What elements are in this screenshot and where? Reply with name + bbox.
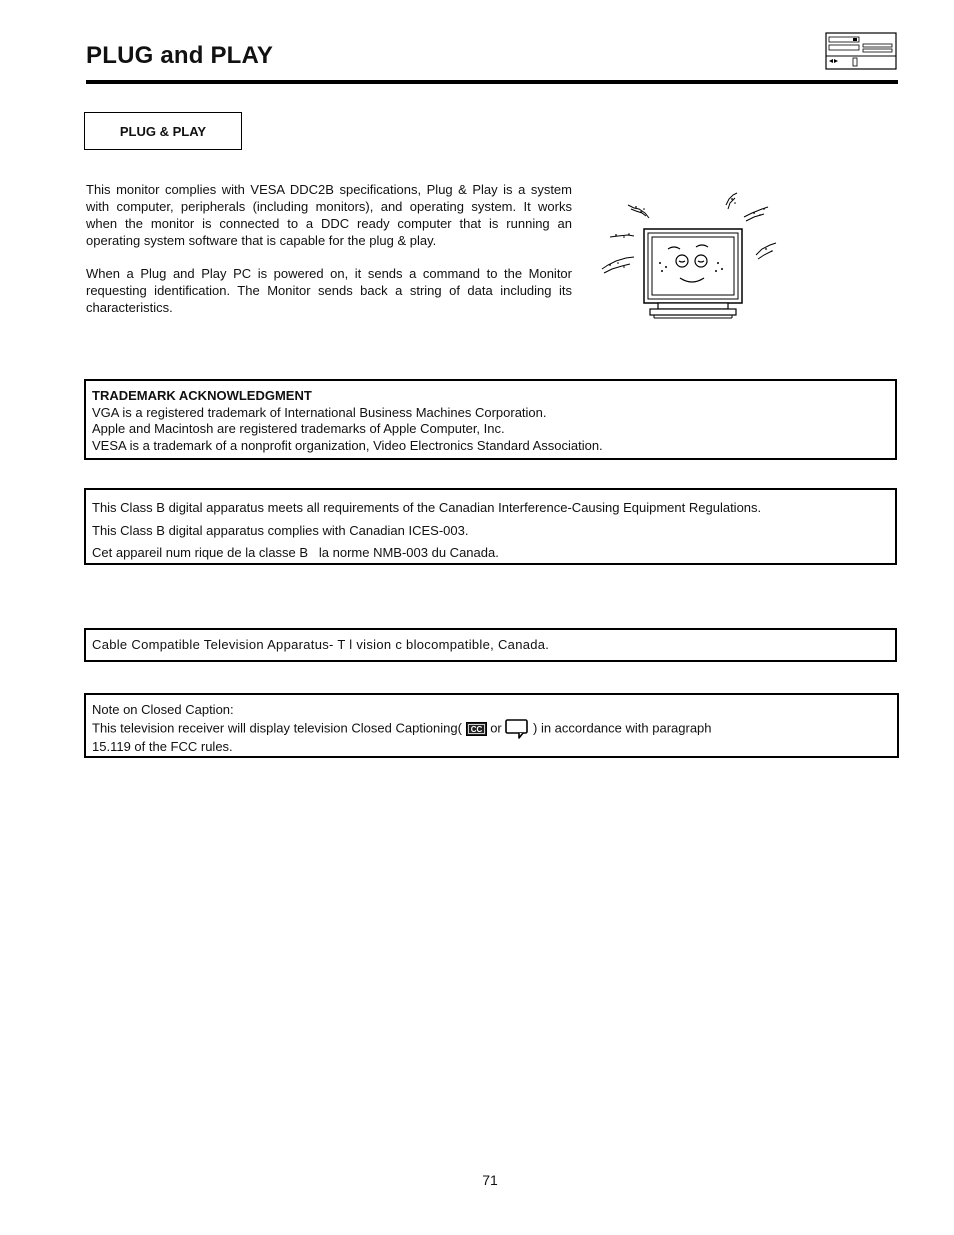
page-title: PLUG and PLAY	[86, 42, 274, 69]
trademark-line: VGA is a registered trademark of International Business Machines Corporation.	[92, 404, 547, 420]
title-divider	[86, 80, 898, 84]
page-number: 71	[482, 1172, 498, 1188]
closed-caption-box	[84, 693, 899, 758]
svg-text:CC: CC	[470, 724, 482, 734]
smiling-monitor-icon	[596, 185, 786, 323]
compliance-line: Cet appareil num rique de la classe B la norme NMB-003 du Canada.	[92, 545, 499, 560]
device-front-panel-icon	[825, 32, 897, 70]
trademark-box	[84, 379, 897, 460]
closed-caption-text-after: ) in accordance with paragraph	[533, 719, 712, 735]
closed-caption-text	[92, 719, 891, 739]
intro-text	[86, 181, 572, 332]
trademark-line: VESA is a trademark of a nonprofit organization, Video Electronics Standard Association.	[92, 437, 603, 453]
compliance-line: This Class B digital apparatus meets all requirements of the Canadian Interference-Causing Equipment Regulations.	[92, 500, 762, 515]
compliance-line: This Class B digital apparatus complies with Canadian ICES-003.	[92, 522, 469, 538]
cable-compatible-text: Cable Compatible Television Apparatus- T l vision c blocompatible, Canada.	[92, 636, 550, 652]
trademark-heading: TRADEMARK ACKNOWLEDGMENT	[92, 388, 312, 403]
trademark-line: Apple and Macintosh are registered trademarks of Apple Computer, Inc.	[92, 421, 505, 436]
section-label: PLUG & PLAY	[84, 112, 242, 150]
cable-compatible-box	[84, 628, 897, 662]
closed-caption-or: or	[490, 719, 502, 735]
closed-caption-heading: Note on Closed Caption:	[92, 702, 234, 717]
cc-icon	[466, 722, 487, 736]
closed-caption-text-before: This television receiver will display television Closed Captioning(	[92, 719, 462, 735]
intro-paragraph: This monitor complies with VESA DDC2B specifications, Plug & Play is a system with computer, peripherals (including monitors), and operating system. It works when the monitor is connected to a DDC ready computer that is running an operating system software that is capable for the plug & play.	[86, 182, 572, 248]
closed-caption-line2: 15.119 of the FCC rules.	[92, 738, 233, 754]
caption-bubble-icon	[505, 719, 529, 739]
intro-paragraph: When a Plug and Play PC is powered on, it sends a command to the Monitor requesting identification. The Monitor sends back a string of data including its characteristics.	[86, 266, 572, 315]
canada-compliance-box	[84, 488, 897, 565]
